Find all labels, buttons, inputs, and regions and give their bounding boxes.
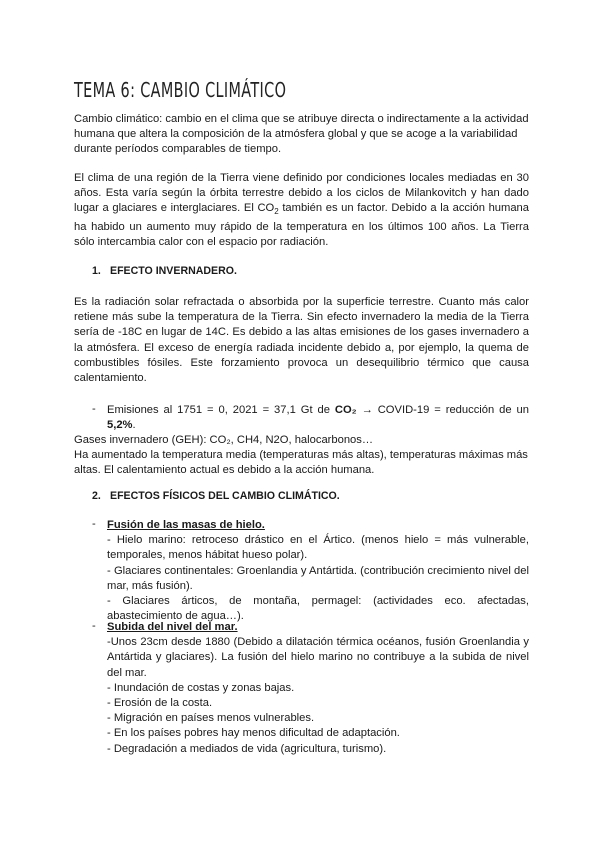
emissions-co2: CO₂ [334, 404, 357, 416]
intro-paragraph-1: Cambio climático: cambio en el clima que se atribuye directa o indirectamente a la actividad humana que altera la composición de la atmósfera global y que se acoge a la variabilidad durante períodos comparables de tiempo. [74, 113, 529, 156]
temperature-line [74, 448, 529, 478]
ice-line: - Glaciares árticos, de montaña, permagel: (actividades eco. afectadas, abastecimiento de agua…). [107, 595, 529, 623]
section-1-body [74, 295, 529, 386]
page-title: TEMA 6: CAMBIO CLIMÁTICO [74, 78, 287, 102]
intro-p2-part-a: El clima de una región de la Tierra viene definido por condiciones locales mediadas en 30 años. Esta varía según la órbita terrestre debido a los ciclos de Milankovitch y han dado lugar a glaciares e interglaciares. El CO [74, 172, 529, 215]
temperature-text: Ha aumentado la temperatura media (temperaturas más altas), temperaturas máximas más altas. El calentamiento actual es debido a la acción humana. [74, 449, 528, 477]
section-2-number: 2. [92, 490, 101, 502]
sea-line: -Unos 23cm desde 1880 (Debido a dilatación térmica océanos, fusión Groenlandia y Antártida y glaciares). La fusión del hielo marino no contribuye a la subida de nivel del mar. [107, 636, 529, 679]
sea-line: - En los países pobres hay menos dificultad de adaptación. [107, 727, 400, 740]
sea-line: - Degradación a mediados de vida (agricultura, turismo). [107, 742, 387, 755]
gases-line [74, 433, 529, 448]
intro-p2-part-b: también es un factor. Debido a la acción humana ha habido un aumento muy rápido de la temperatura en los últimos 100 años. La Tierra sólo intercambia calor con el espacio por radiación. [74, 202, 530, 249]
gases-text: Gases invernadero (GEH): CO₂, CH4, N2O, halocarbonos… [74, 434, 374, 446]
ice-line: - Hielo marino: retroceso drástico en el Ártico. (menos hielo = más vulnerable, temporales, menos hábitat hueso polar). [107, 534, 529, 562]
emissions-percent: 5,2% [107, 419, 133, 432]
ice-dash: - [92, 518, 96, 530]
emissions-text-a: Emisiones al 1751 = 0, 2021 = 37,1 Gt de [107, 404, 335, 416]
sea-line: - Inundación de costas y zonas bajas. [107, 681, 295, 694]
section-1-heading [92, 265, 237, 277]
emissions-text-end: . [132, 419, 136, 432]
ice-list [107, 518, 529, 624]
greenhouse-paragraph: Es la radiación solar refractada o absorbida por la superficie terrestre. Cuanto más calor retiene más sube la temperatura de la Tierra. Sin efecto invernadero la media de la Tierra sería de -18C en lugar de 14C. Es debido a las altas emisiones de los gases invernadero a la atmósfera. El exceso de energía radiada incidente debido a, por ejemplo, la quema de combustibles fósiles. Este forzamiento provoca un desequilibrio térmico que causa calentamiento. [74, 296, 529, 385]
ice-title: Fusión de las masas de hielo. [107, 519, 265, 531]
co2-subscript: 2 [274, 207, 279, 217]
section-2-title: EFECTOS FÍSICOS DEL CAMBIO CLIMÁTICO. [110, 490, 340, 502]
section-2-heading [92, 490, 340, 502]
sea-list [107, 620, 529, 757]
emissions-text-b: → COVID-19 = reducción de un [356, 404, 529, 416]
section-1-number: 1. [92, 265, 101, 277]
intro-definition [74, 112, 529, 158]
sea-line: - Migración en países menos vulnerables. [107, 712, 315, 725]
intro-climate [74, 171, 529, 250]
section-1-title: EFECTO INVERNADERO. [110, 265, 237, 277]
emissions-bullet [107, 403, 529, 433]
sea-dash: - [92, 620, 96, 632]
sea-line: - Erosión de la costa. [107, 697, 213, 710]
sea-title: Subida del nivel del mar. [107, 621, 238, 633]
intro-paragraph-2 [74, 171, 529, 250]
emissions-dash: - [92, 403, 96, 415]
ice-line: - Glaciares continentales: Groenlandia y Antártida. (contribución crecimiento nivel del mar, más fusión). [107, 564, 529, 592]
